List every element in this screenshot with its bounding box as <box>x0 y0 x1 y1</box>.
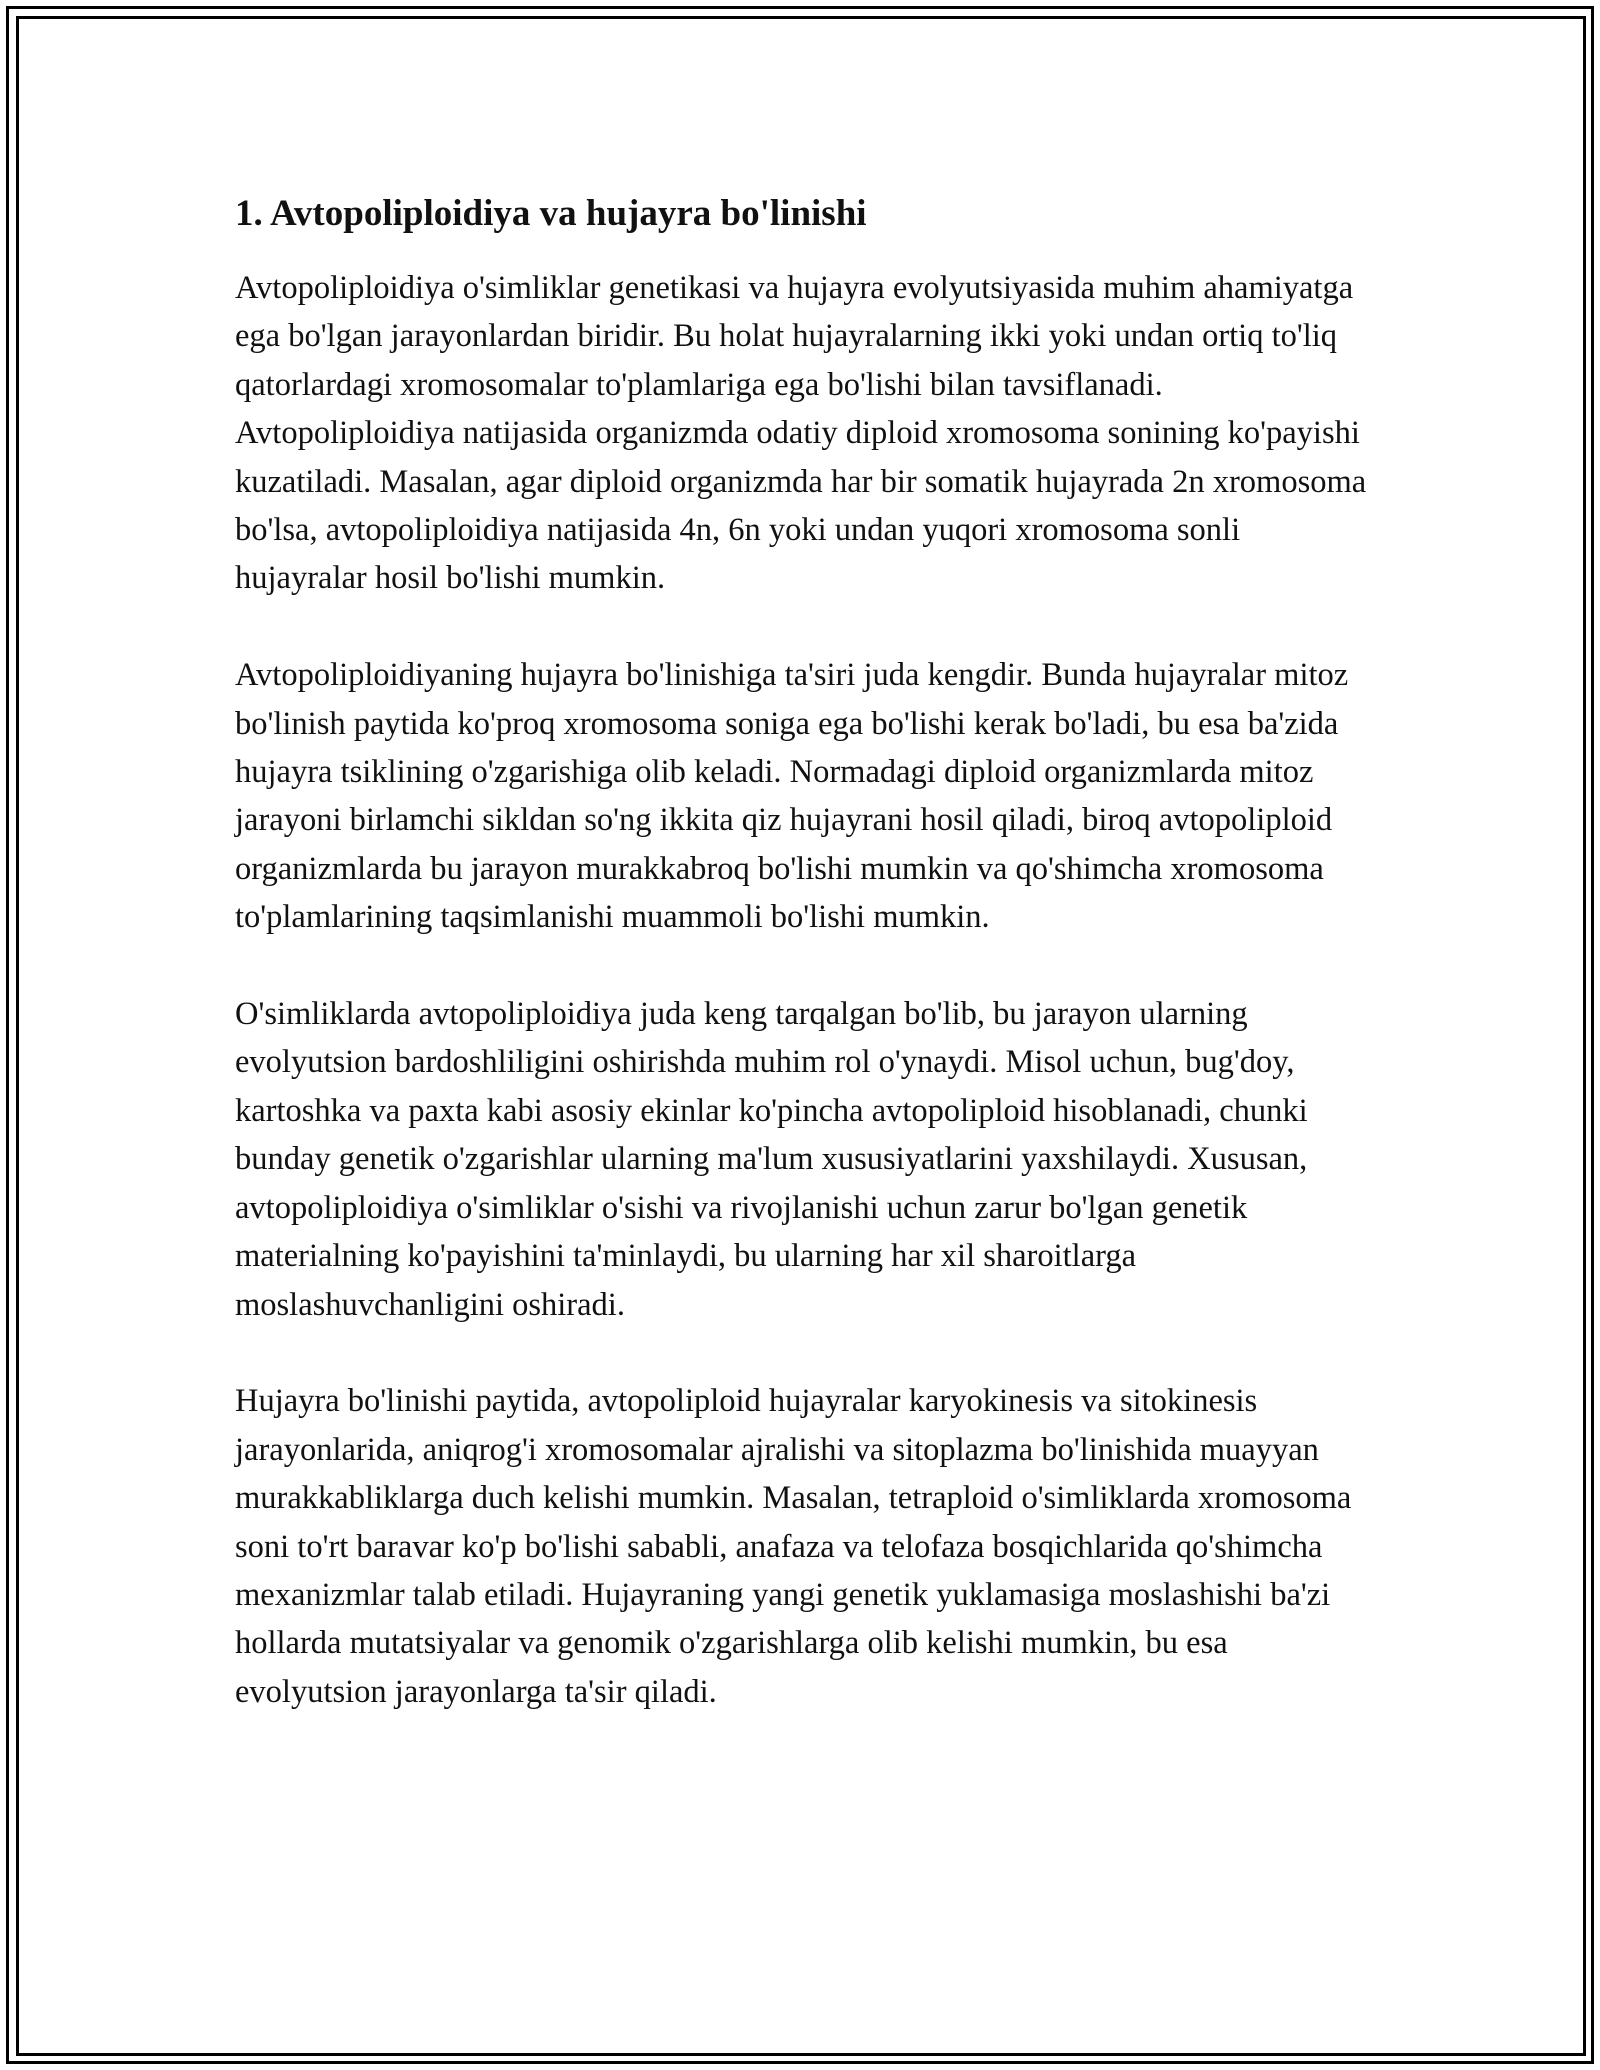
paragraph-2: Avtopoliploidiyaning hujayra bo'linishiga ta'siri juda kengdir. Bunda hujayralar mitoz bo'linish paytida ko'proq xromosoma soniga ega bo'lishi kerak bo'ladi, bu esa ba'zida hujayra tsiklining o'zgarishiga olib keladi. Normadagi diploid organizmlarda mitoz jarayoni birlamchi sikldan so'ng ikkita qiz hujayrani hosil qiladi, biroq avtopoliploid organizmlarda bu jarayon murakkabroq bo'lishi mumkin va qo'shimcha xromosoma to'plamlarining taqsimlanishi muammoli bo'lishi mumkin. <box>235 657 1349 936</box>
document-body <box>235 188 1375 1765</box>
paragraph-3: O'simliklarda avtopoliploidiya juda keng tarqalgan bo'lib, bu jarayon ularning evolyutsion bardoshliligini oshirishda muhim rol o'ynaydi. Misol uchun, bug'doy, kartoshka va paxta kabi asosiy ekinlar ko'pincha avtopoliploid hisoblanadi, chunki bunday genetik o'zgarishlar ularning ma'lum xususiyatlarini yaxshilaydi. Xususan, avtopoliploidiya o'simliklar o'sishi va rivojlanishi uchun zarur bo'lgan genetik materialning ko'payishini ta'minlaydi, bu ularning har xil sharoitlarga moslashuvchanligini oshiradi. <box>235 996 1308 1323</box>
paragraph-1: Avtopoliploidiya o'simliklar genetikasi va hujayra evolyutsiyasida muhim ahamiyatga ega bo'lgan jarayonlardan biridir. Bu holat hujayralarning ikki yoki undan ortiq to'liq qatorlardagi xromosomalar to'plamlariga ega bo'lishi bilan tavsiflanadi. Avtopoliploidiya natijasida organizmda odatiy diploid xromosoma sonining ko'payishi kuzatiladi. Masalan, agar diploid organizmda har bir somatik hujayrada 2n xromosoma bo'lsa, avtopoliploidiya natijasida 4n, 6n yoki undan yuqori xromosoma sonli hujayralar hosil bo'lishi mumkin. <box>235 270 1367 597</box>
paragraph-4: Hujayra bo'linishi paytida, avtopoliploid hujayralar karyokinesis va sitokinesis jarayonlarida, aniqrog'i xromosomalar ajralishi va sitoplazma bo'linishida muayyan murakkabliklarga duch kelishi mumkin. Masalan, tetraploid o'simliklarda xromosoma soni to'rt baravar ko'p bo'lishi sababli, anafaza va telofaza bosqichlarida qo'shimcha mexanizmlar talab etiladi. Hujayraning yangi genetik yuklamasiga moslashishi ba'zi hollarda mutatsiyalar va genomik o'zgarishlarga olib kelishi mumkin, bu esa evolyutsion jarayonlarga ta'sir qiladi. <box>235 1383 1352 1710</box>
section-heading: 1. Avtopoliploidiya va hujayra bo'linishi <box>235 193 867 234</box>
